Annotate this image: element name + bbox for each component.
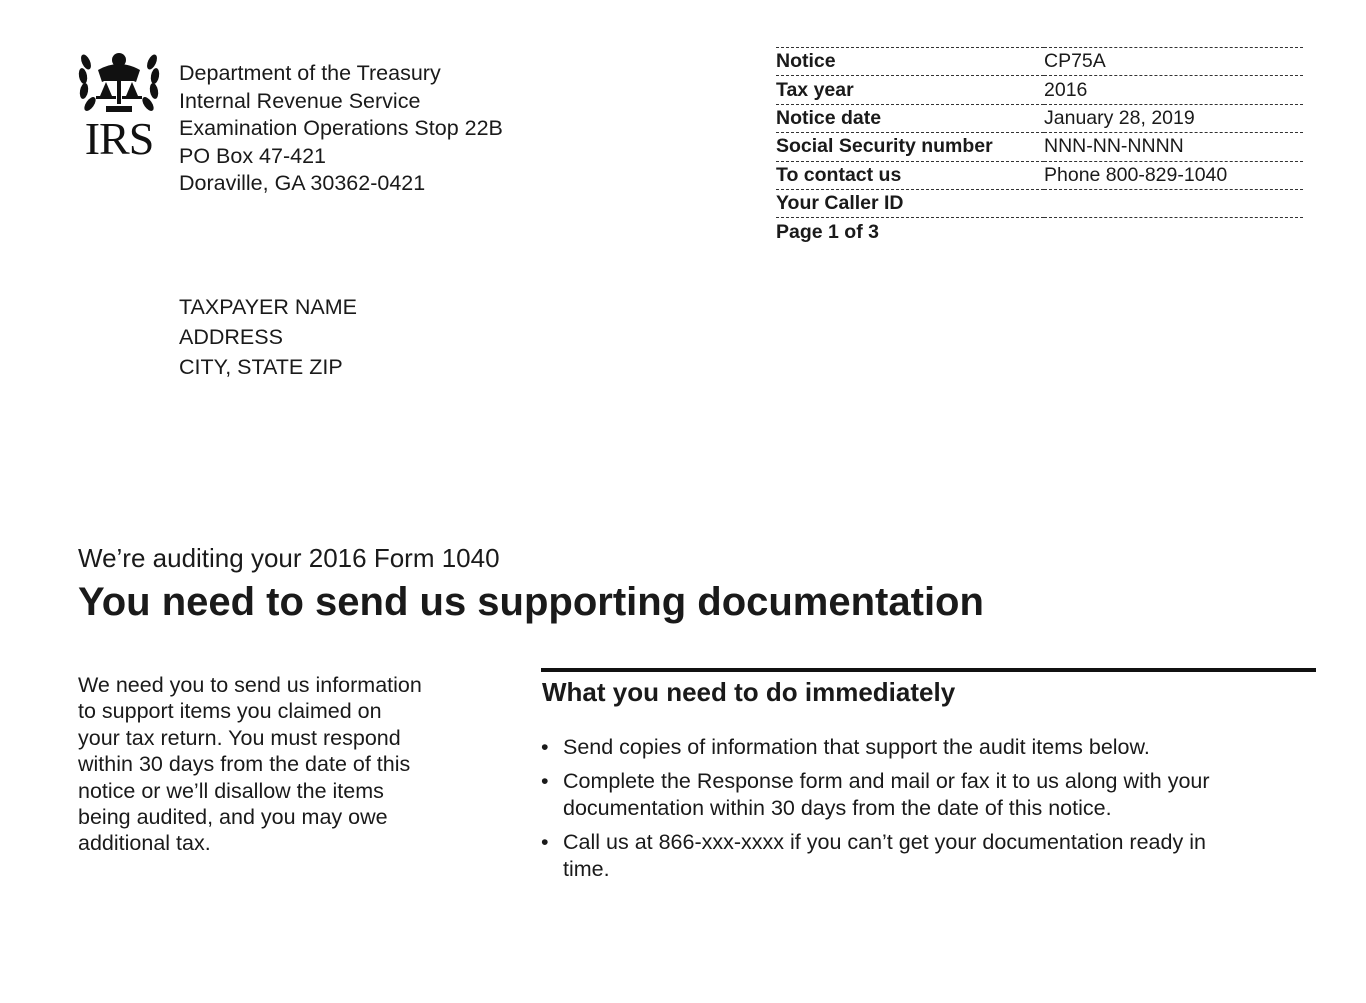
- intro-line: additional tax.: [78, 831, 211, 856]
- notice-info-label: To contact us: [776, 161, 1044, 189]
- action-item-line: Call us at 866-xxx-xxxx if you can’t get your documentation ready in: [563, 830, 1206, 854]
- notice-info-value: [1044, 189, 1303, 217]
- page-indicator-row: [776, 218, 1303, 246]
- irs-logo-text: IRS: [84, 113, 154, 164]
- notice-info-label: Notice: [776, 48, 1044, 76]
- intro-line: your tax return. You must respond: [78, 725, 401, 750]
- sender-line: Examination Operations Stop 22B: [179, 116, 503, 140]
- intro-line: within 30 days from the date of this: [78, 752, 411, 777]
- notice-info-value: Phone 800-829-1040: [1044, 161, 1303, 189]
- sender-line: Internal Revenue Service: [179, 88, 421, 113]
- notice-headline: You need to send us supporting documentation: [78, 580, 984, 624]
- bullet-icon: •: [541, 735, 549, 759]
- page-indicator: Page 1 of 3: [776, 220, 879, 243]
- action-item-line: time.: [563, 857, 610, 881]
- notice-info-row: [776, 189, 1303, 217]
- notice-info-label: Your Caller ID: [776, 189, 1044, 217]
- notice-info-row: [776, 48, 1303, 76]
- notice-info-table: [776, 47, 1303, 246]
- recipient-line: TAXPAYER NAME: [179, 295, 358, 319]
- sender-line: Department of the Treasury: [179, 61, 441, 85]
- action-item-line: Send copies of information that support the audit items below.: [563, 735, 1150, 759]
- notice-info-label: Tax year: [776, 76, 1044, 104]
- notice-info-row: [776, 133, 1303, 161]
- notice-info-value: CP75A: [1044, 48, 1303, 76]
- action-item: [541, 734, 1316, 761]
- action-item-line: Complete the Response form and mail or fax it to us along with your: [563, 769, 1210, 793]
- notice-info-value: 2016: [1044, 76, 1303, 104]
- irs-logo: [76, 48, 162, 164]
- sender-line: PO Box 47-421: [179, 143, 327, 168]
- action-list: [541, 734, 1316, 883]
- irs-eagle-seal-icon: [76, 48, 162, 116]
- notice-info-row: [776, 76, 1303, 104]
- sender-address: [179, 60, 503, 198]
- notice-info-value: January 28, 2019: [1044, 104, 1303, 132]
- recipient-line: CITY, STATE ZIP: [179, 355, 343, 379]
- intro-line: We need you to send us information: [78, 673, 422, 697]
- notice-info-row: [776, 104, 1303, 132]
- action-section: [541, 668, 1316, 890]
- action-item-line: documentation within 30 days from the date of this notice.: [563, 796, 1112, 820]
- recipient-address: [179, 292, 357, 382]
- recipient-line: ADDRESS: [179, 325, 283, 349]
- action-title: What you need to do immediately: [542, 677, 956, 707]
- action-item: [541, 829, 1316, 883]
- action-item: [541, 768, 1316, 822]
- bullet-icon: •: [541, 830, 549, 854]
- notice-subheading: We’re auditing your 2016 Form 1040: [78, 543, 500, 573]
- notice-info-label: Notice date: [776, 104, 1044, 132]
- intro-line: notice or we’ll disallow the items: [78, 778, 384, 803]
- bullet-icon: •: [541, 769, 549, 793]
- intro-line: being audited, and you may owe: [78, 805, 388, 830]
- notice-info-value: NNN-NN-NNNN: [1044, 133, 1303, 161]
- notice-info-label: Social Security number: [776, 133, 1044, 161]
- intro-paragraph: [78, 672, 478, 857]
- intro-line: to support items you claimed on: [78, 699, 382, 724]
- notice-info-row: [776, 161, 1303, 189]
- sender-line: Doraville, GA 30362-0421: [179, 171, 426, 195]
